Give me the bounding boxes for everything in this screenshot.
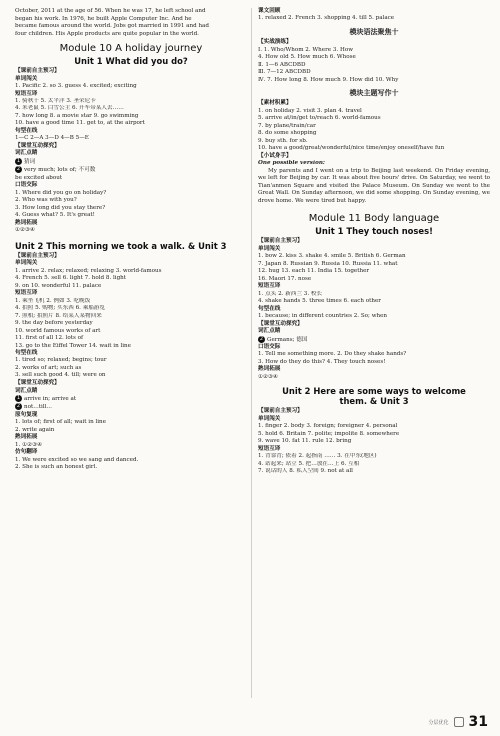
intro-line: four children. His Apple products are quite popular in the world. (15, 30, 199, 37)
answer-line: 3. sell such good 4. till; were on (15, 372, 106, 379)
answer-line: 3. How do they do this? 4. They touch noses! (258, 358, 386, 365)
writing-topic-title: 模块主题写作十 (349, 89, 399, 97)
answer-text: Germans; 德国 (267, 336, 308, 343)
section-heading: 【课前自主预习】 (258, 408, 303, 415)
answer-line: 7. how long 8. a movie star 9. go swimming (15, 112, 139, 119)
subsection-heading: 句型在线 (258, 305, 281, 312)
answer-line: 1. lots of; first of all; wait in line (15, 419, 106, 426)
writing-topic-answers (258, 100, 490, 168)
section-heading: 【实战演练】 (258, 38, 292, 45)
page-footer (429, 714, 489, 730)
answer-text: 猜词 (24, 158, 36, 165)
answer-line: 4. shake hands 5. three times 6. each other (258, 298, 381, 305)
answer-line: 10. world famous works of art (15, 327, 101, 334)
answer-line: 9. buy sth. for sb. (258, 137, 308, 144)
module10-title: Module 10 A holiday journey (59, 43, 203, 54)
section-heading: 【课堂互动探究】 (15, 379, 60, 386)
subsection-heading: 词汇点睛 (15, 387, 38, 394)
answer-line: ①②③④ (15, 227, 36, 234)
answer-line: 1. because; in different countries 2. So; when (258, 313, 388, 319)
subsection-heading: 短语互译 (15, 290, 38, 297)
subsection-heading: 口语交际 (258, 344, 281, 350)
circled-number: 1 (16, 394, 21, 401)
subsection-heading: 单词闯关 (15, 75, 38, 82)
subsection-heading: 单词闯关 (15, 260, 38, 267)
intro-line: became famous around the world. Jobs got married in 1991 and had (15, 23, 209, 29)
right-column (258, 8, 490, 476)
section-heading: 【课堂互动探究】 (258, 320, 303, 327)
answer-line: 4. French 5. sell 6. light 7. hold 8. light (15, 275, 127, 282)
answer-line: 9. on 10. wonderful 11. palace (15, 282, 102, 289)
subsection-heading: 口语交际 (15, 182, 38, 189)
subsection-heading: 单词闯关 (258, 245, 281, 252)
answer-line (15, 395, 247, 404)
answer-line: 7. Japan 8. Russian 9. Russia 10. Russia 11. what (258, 260, 398, 267)
answer-line: 2. She is such an honest girl. (15, 464, 98, 471)
column-divider (251, 8, 252, 698)
answer-line: 1—C 2—A 3—D 4—B 5—E (15, 135, 89, 142)
answer-line: 1. tired so; relaxed; begins; tour (15, 357, 107, 364)
answer-line: 4. 站起来; 站立 5. 把…放在…上 6. 互相 (258, 460, 360, 467)
left-column (15, 8, 247, 472)
module11-unit1-answers (258, 238, 490, 381)
module11-unit1-title: Unit 1 They touch noses! (315, 226, 433, 237)
answer-line: 2. write again (15, 426, 55, 433)
answer-line: 4. 米老鼠 5. 白雪公主 6. 开车带某人去…… (15, 105, 124, 112)
answer-line: 1. finger 2. body 3. foreign; foreigner 4. personal (258, 423, 398, 430)
subsection-heading: 短语互译 (258, 445, 281, 452)
answer-line: Ⅲ. 7—12 ABCDBD (258, 69, 311, 75)
answer-text: very much; lots of; 不可数 (24, 167, 96, 174)
answer-line: 3. How long did you stay there? (15, 204, 106, 211)
answer-line: 12. hug 13. each 11. India 15. together (258, 268, 370, 275)
answer-line: 4. 拍照 5. 购物; 买东西 6. 乘船游览 (15, 305, 106, 312)
answer-line: 16. Maori 17. nose (258, 275, 312, 282)
answer-line: 1. relaxed 2. French 3. shopping 4. till 5. palace (258, 15, 395, 22)
answer-line: 1. arrive 2. relax; relaxed; relaxing 3. world-famous (15, 267, 162, 274)
answer-line: 7. by plane/train/car (258, 122, 316, 129)
grammar-focus-answers (258, 39, 490, 84)
subsection-heading: 课文回顾 (258, 8, 281, 14)
grammar-focus-title: 模块语法聚焦十 (349, 27, 399, 36)
answer-line: 1. bow 2. kiss 3. shake 4. smile 5. British 6. German (258, 253, 406, 260)
circled-number: 2 (259, 335, 264, 342)
subsection-heading: 短语互译 (258, 283, 281, 290)
subsection-heading: 单词闯关 (258, 415, 281, 422)
module10-unit2-answers (15, 253, 247, 472)
module11-unit2-title-line1: Unit 2 Here are some ways to welcome (282, 386, 466, 397)
answer-line: 1. 点头 2. 新西兰 3. 校长 (258, 290, 323, 297)
answer-line: 4. How old 5. How much 6. Whose (258, 54, 356, 60)
answer-line: 11. first of all 12. lots of (15, 335, 84, 342)
answer-text: not…till… (24, 404, 53, 411)
intro-paragraph (15, 8, 247, 38)
footer-logo-icon (454, 717, 464, 727)
answer-line: 4. Guess what? 5. It's great! (15, 212, 95, 219)
text-review (258, 8, 490, 23)
answer-line (15, 166, 247, 175)
module11-unit2-answers (258, 408, 490, 475)
answer-line: 9. wave 10. fat 11. rule 12. bring (258, 438, 352, 445)
answer-line: 1. ①②③④ (15, 441, 43, 448)
answer-line: 1. Tell me something more. 2. Do they shake hands? (258, 351, 407, 358)
section-heading: 【课前自主预习】 (258, 238, 303, 245)
sample-essay: My parents and I went on a trip to Beijing last weekend. On Friday evening, we left for Beijing by car. It was about five hours' drive. On Saturday, we went to Tian'anmen Square and visited the Palace Museum. On Sunday we went to the Great Wall. On Sunday afternoon, we did some shopping. On Sunday evening, we drove home. We were tired but happy. (258, 167, 490, 204)
subsection-heading: 熟词拓展 (15, 434, 38, 441)
answer-line (258, 336, 490, 345)
answer-line: Ⅳ. 7. How long 8. How much 9. How did 10. Why (258, 76, 399, 83)
circled-number: 1 (16, 157, 21, 164)
answer-line: 9. the day before yesterday (15, 320, 93, 327)
answer-line: 1. Pacific 2. so 3. guess 4. excited; exciting (15, 83, 137, 89)
answer-line: Ⅱ. 1—6 ABCDBD (258, 61, 306, 68)
answer-line: 2. Who was with you? (15, 197, 77, 204)
answer-line: 1. 乘坐飞机 2. 例如 3. 吃晚饭 (15, 297, 91, 304)
answer-line: Ⅰ. 1. Who/Whom 2. Where 3. How (258, 46, 353, 53)
answer-line: 1. Where did you go on holiday? (15, 189, 107, 196)
module10-unit1-title: Unit 1 What did you do? (74, 56, 188, 66)
page-number: 31 (468, 714, 488, 730)
module10-unit1-answers (15, 68, 247, 235)
subsection-heading: 词汇点睛 (15, 150, 38, 157)
section-heading: 【课堂互动探究】 (15, 142, 60, 149)
circled-number: 2 (16, 403, 21, 410)
answer-line: 1. We were excited so we sang and danced. (15, 456, 139, 463)
answer-line (15, 158, 247, 167)
answer-line: 1. 骑秋千 5. 太平洋 3. 圣荣尼卡 (15, 97, 96, 104)
subsection-heading: 短语互译 (15, 90, 38, 97)
answer-line: 10. have a good time 11. get to, at the airport (15, 120, 145, 127)
answer-line: 7. 照相; 拍照片 8. 给某人某物回来 (15, 312, 102, 319)
answer-line: 5. hold 6. Britain 7. polite; impolite 8. somewhere (258, 430, 400, 437)
answer-line: ①②③④ (258, 373, 279, 380)
answer-line: 2. works of art; such as (15, 364, 82, 371)
answer-line: 13. go to the Eiffel Tower 14. wait in line (15, 342, 131, 349)
answer-line (15, 403, 247, 412)
answer-line: 8. do some shopping (258, 130, 317, 137)
answer-line: be excited about (15, 174, 63, 181)
section-heading: 【课前自主预习】 (15, 68, 60, 74)
answer-line: 7. 说话的人 8. 私人空间 9. not at all (258, 468, 353, 475)
section-heading: 【素材积累】 (258, 100, 292, 106)
answer-text: arrive in; arrive at (24, 395, 77, 402)
section-heading: 【小试身手】 (258, 152, 292, 159)
answer-line: 5. arrive at/in/get to/reach 6. world-famous (258, 115, 381, 122)
answer-line: 1. 背靠背; 依着 2. 起指南 …… 3. 在中东(地区) (258, 453, 377, 460)
answer-label: One possible version: (258, 160, 325, 167)
subsection-heading: 句型在线 (15, 127, 38, 134)
module11-title: Module 11 Body language (308, 213, 440, 225)
subsection-heading: 熟词拓展 (258, 366, 281, 373)
footer-brand: 分层优化 (428, 719, 449, 726)
subsection-heading: 句型在线 (15, 350, 38, 357)
intro-line: October, 2011 at the age of 56. When he was 17, he left school and (15, 8, 206, 14)
section-heading: 【课前自主预习】 (15, 252, 60, 259)
intro-line: began his work. In 1976, he built Apple Computer Inc. And he (15, 15, 192, 22)
answer-line: 10. have a good/great/wonderful/nice time/enjoy oneself/have fun (258, 145, 445, 152)
subsection-heading: 熟词拓展 (15, 219, 38, 226)
subsection-heading: 词汇点睛 (258, 328, 281, 335)
subsection-heading: 仿句翻译 (15, 449, 38, 456)
module10-unit2-title: Unit 2 This morning we took a walk. & Unit 3 (15, 240, 227, 251)
module11-unit2-title-line2: them. & Unit 3 (339, 396, 409, 407)
answer-line: 1. on holiday 2. visit 3. plan 4. travel (258, 107, 362, 114)
subsection-heading: 原句复现 (15, 411, 38, 418)
circled-number: 2 (16, 166, 21, 173)
